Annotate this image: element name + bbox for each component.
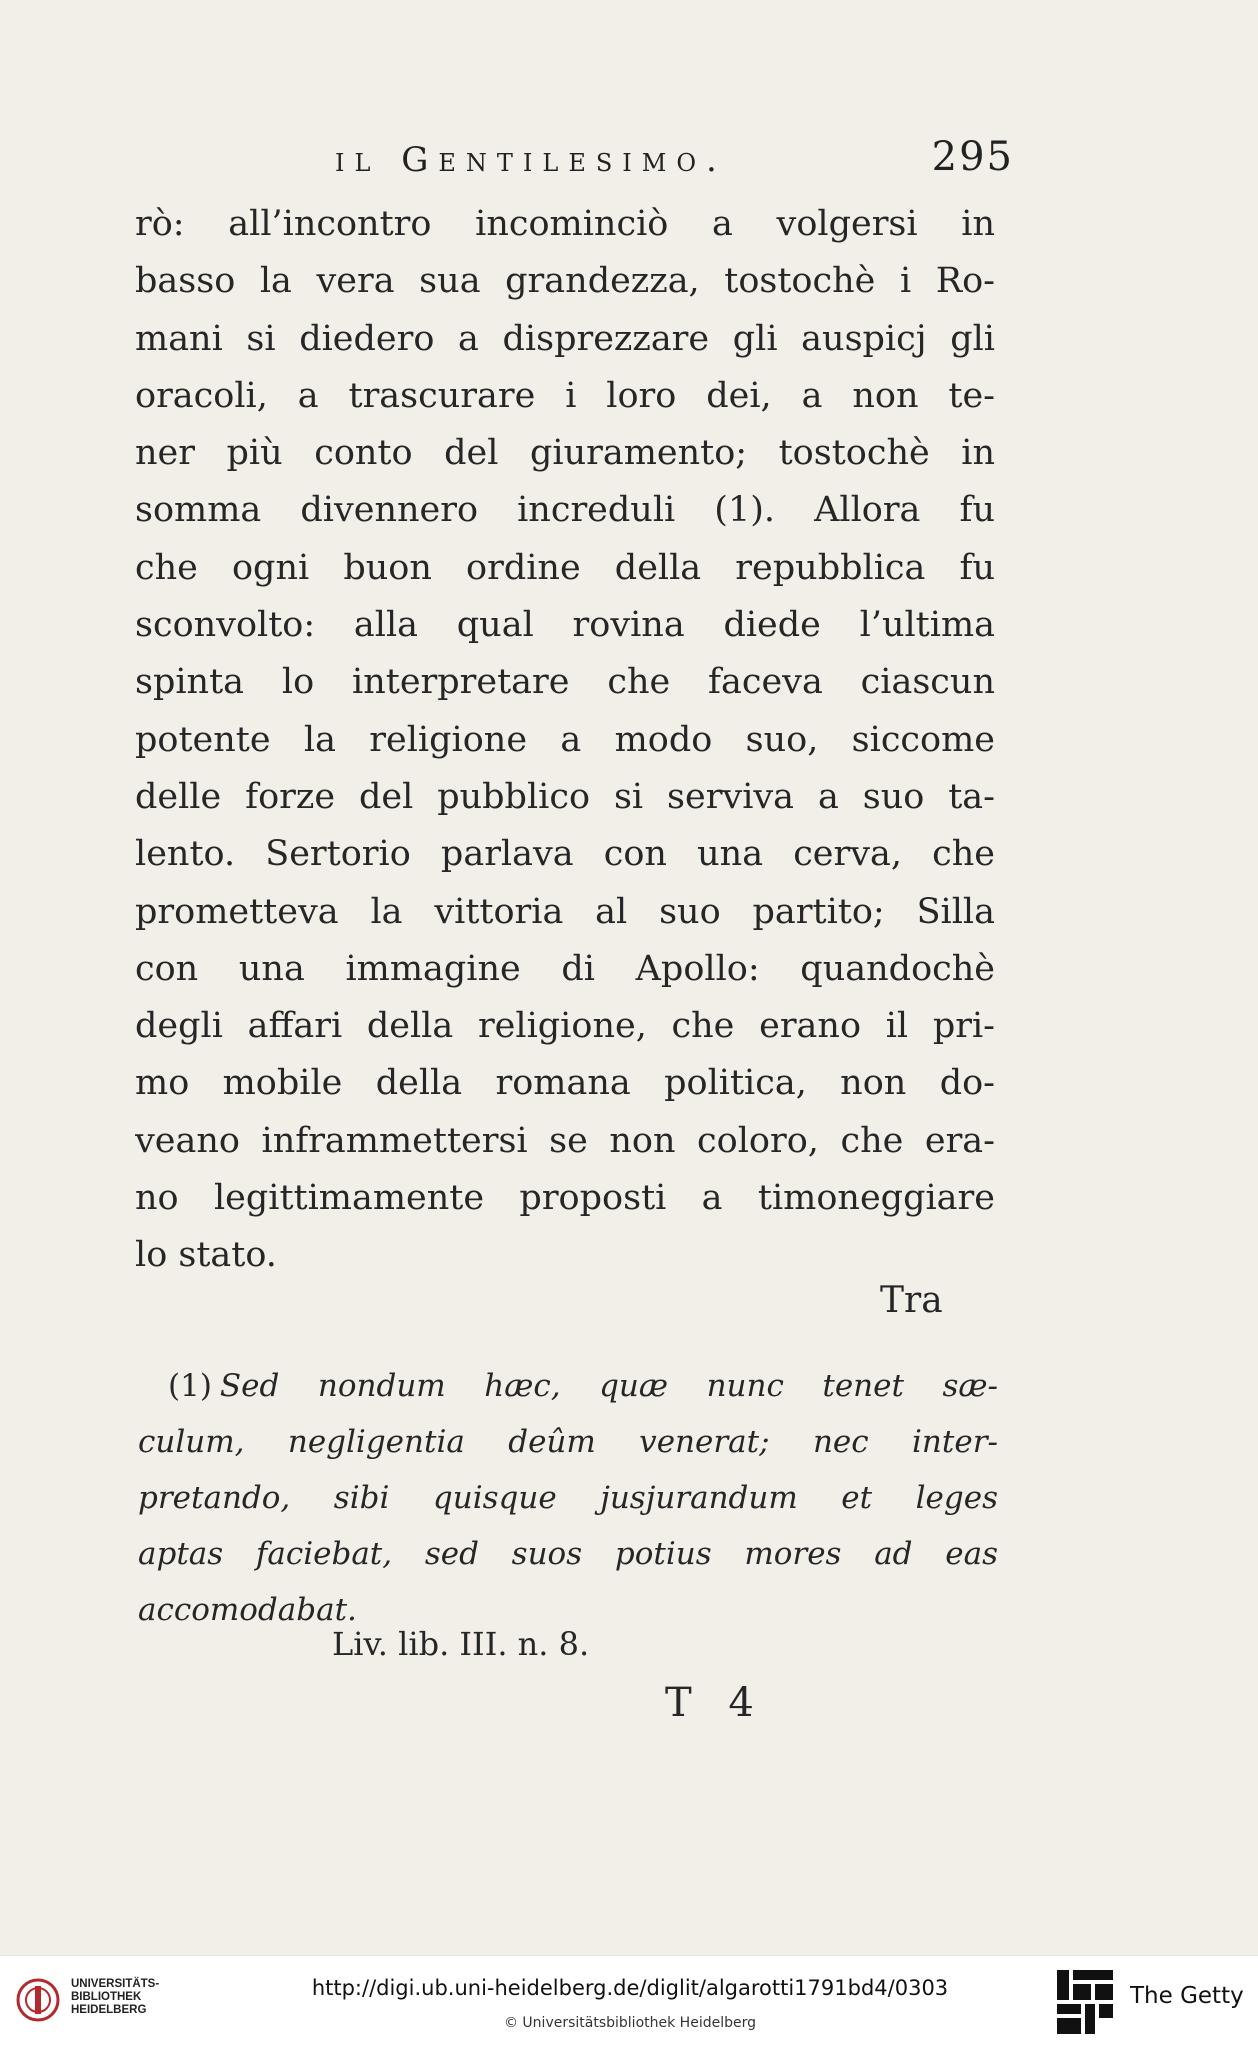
- body-line: con una immagine di Apollo: quandochè: [135, 948, 995, 989]
- running-head: [135, 134, 1014, 190]
- footnote-text: Sed nondum hæc, quæ nunc tenet sæ-: [219, 1368, 998, 1404]
- footnote-marker: (1): [168, 1368, 212, 1404]
- running-title: il Gentilesimo.: [335, 140, 727, 180]
- footnote-line: accomodabat.: [138, 1592, 357, 1628]
- body-line: spinta lo interpretare che faceva ciascun: [135, 662, 995, 703]
- copyright-notice: © Universitätsbibliothek Heidelberg: [503, 2015, 756, 2031]
- getty-logo-icon[interactable]: [1055, 1968, 1115, 2038]
- signature-mark: T 4: [665, 1680, 766, 1726]
- body-line: prometteva la vittoria al suo partito; Silla: [135, 891, 995, 932]
- partner-name: The Getty: [1130, 1983, 1244, 2009]
- body-text: [135, 196, 995, 1285]
- university-library-seal-icon: [16, 1978, 60, 2022]
- body-line: somma divennero increduli (1). Allora fu: [135, 490, 995, 531]
- footnote-citation: Liv. lib. III. n. 8.: [332, 1625, 590, 1663]
- catchword: Tra: [880, 1280, 943, 1321]
- body-line: veano inframmettersi se non coloro, che era-: [135, 1120, 995, 1161]
- body-line: potente la religione a modo suo, siccome: [135, 719, 995, 760]
- body-line: mo mobile della romana politica, non do-: [135, 1063, 995, 1104]
- body-line: basso la vera sua grandezza, tostochè i Ro-: [135, 261, 995, 302]
- footnote-line: aptas faciebat, sed suos potius mores ad eas: [138, 1536, 998, 1572]
- body-line: lo stato.: [135, 1235, 277, 1276]
- body-line: mani si diedero a disprezzare gli auspicj gli: [135, 318, 995, 359]
- body-line: delle forze del pubblico si serviva a suo ta-: [135, 776, 995, 817]
- university-library-name: UNIVERSITÄTS- BIBLIOTHEK HEIDELBERG: [71, 1978, 160, 2016]
- footnote-line: pretando, sibi quisque jusjurandum et leges: [138, 1480, 998, 1516]
- body-line: ner più conto del giuramento; tostochè in: [135, 433, 995, 474]
- body-line: no legittimamente proposti a timoneggiare: [135, 1178, 995, 1219]
- footnote: [138, 1358, 998, 1638]
- footnote-line: culum, negligentia deûm venerat; nec inter-: [138, 1424, 998, 1460]
- body-line: oracoli, a trascurare i loro dei, a non te-: [135, 375, 995, 416]
- body-line: lento. Sertorio parlava con una cerva, che: [135, 834, 995, 875]
- page-number: 295: [931, 134, 1014, 180]
- body-line: sconvolto: alla qual rovina diede l’ultima: [135, 605, 995, 646]
- university-library-logo[interactable]: [16, 1976, 186, 2032]
- footnote-line: [168, 1358, 998, 1414]
- body-line: che ogni buon ordine della repubblica fu: [135, 547, 995, 588]
- body-line: degli affari della religione, che erano il pri-: [135, 1006, 995, 1047]
- permalink-url[interactable]: http://digi.ub.uni-heidelberg.de/diglit/algarotti1791bd4/0303: [311, 1976, 949, 2000]
- viewer-footer: [0, 1955, 1258, 2048]
- body-line: rò: all’incontro incominciò a volgersi in: [135, 204, 995, 244]
